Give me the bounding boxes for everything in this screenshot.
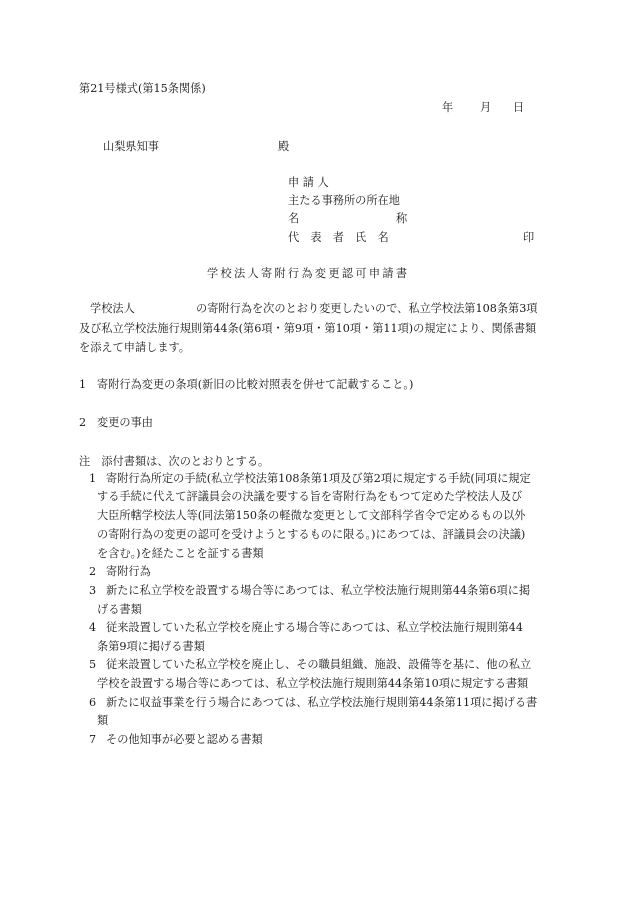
addressee-name: 山梨県知事	[103, 140, 159, 153]
date-year-label: 年	[442, 101, 454, 114]
note-number: 3	[89, 584, 97, 597]
representative-label: 代 表 者 氏 名	[288, 231, 389, 244]
note-number: 4	[89, 621, 97, 634]
note-line: 従来設置していた私立学校を廃止する場合等にあつては、私立学校法施行規則第44	[106, 621, 523, 634]
date-month-label: 月	[480, 101, 492, 114]
note-line: 類	[97, 714, 109, 727]
note-line: 条第9項に掲げる書類	[97, 640, 205, 653]
note-number: 1	[89, 472, 97, 485]
note-line: 大臣所轄学校法人等(同法第150条の軽微な変更として文部科学省令で定めるもの以外	[97, 509, 526, 522]
note-line: 新たに収益事業を行う場合にあつては、私立学校法施行規則第44条第11項に掲げる書	[106, 696, 538, 709]
name-label-second: 称	[396, 212, 408, 225]
note-line: 従来設置していた私立学校を廃止し、その職員組織、施設、設備等を基に、他の私立	[106, 658, 532, 671]
note-line: 寄附行為	[106, 565, 151, 578]
note-number: 5	[89, 658, 97, 671]
item-number: 1	[79, 378, 87, 391]
note-number: 2	[89, 565, 97, 578]
body-line-2: 及び私立学校法施行規則第44条(第6項・第9項・第10項・第11項)の規定により、関係書類	[79, 322, 537, 335]
note-line: その他知事が必要と認める書類	[106, 733, 263, 746]
note-number: 6	[89, 696, 97, 709]
body-line-1: の寄附行為を次のとおり変更したいので、私立学校法第108条第3項	[196, 302, 538, 315]
note-line: する手続に代えて評議員会の決議を要する旨を寄附行為をもつて定めた学校法人及び	[97, 490, 523, 503]
document-title: 学校法人寄附行為変更認可申請書	[207, 267, 410, 280]
note-line: 新たに私立学校を設置する場合等にあつては、私立学校法施行規則第44条第6項に掲	[106, 584, 531, 597]
item-text: 寄附行為変更の条項(新旧の比較対照表を併せて記載すること。)	[97, 378, 414, 391]
form-number: 第21号様式(第15条関係)	[79, 82, 206, 95]
date-day-label: 日	[513, 101, 525, 114]
note-number: 7	[89, 733, 97, 746]
item-number: 2	[79, 416, 87, 429]
note-line: げる書類	[97, 603, 142, 616]
addressee-honorific: 殿	[278, 140, 290, 153]
applicant-label: 申 請 人	[288, 176, 329, 189]
item-text: 変更の事由	[97, 416, 153, 429]
note-line: 学校を設置する場合等にあつては、私立学校法施行規則第44条第10項に規定する書類	[97, 677, 529, 690]
name-label-first: 名	[288, 212, 300, 225]
note-line: の寄附行為の変更の認可を受けようとするものに限る。)にあつては、評議員会の決議)	[97, 528, 526, 541]
note-line: 寄附行為所定の手続(私立学校法第108条第1項及び第2項に規定する手続(同項に規定	[106, 472, 531, 485]
seal-mark: 印	[523, 231, 535, 244]
note-line: を含む。)を経たことを証する書類	[97, 547, 264, 560]
office-location-label: 主たる事務所の所在地	[288, 194, 400, 207]
body-school-corp: 学校法人	[90, 302, 135, 315]
body-line-3: を添えて申請します。	[79, 341, 190, 354]
notes-heading: 注 添付書類は、次のとおりとする。	[79, 455, 270, 468]
